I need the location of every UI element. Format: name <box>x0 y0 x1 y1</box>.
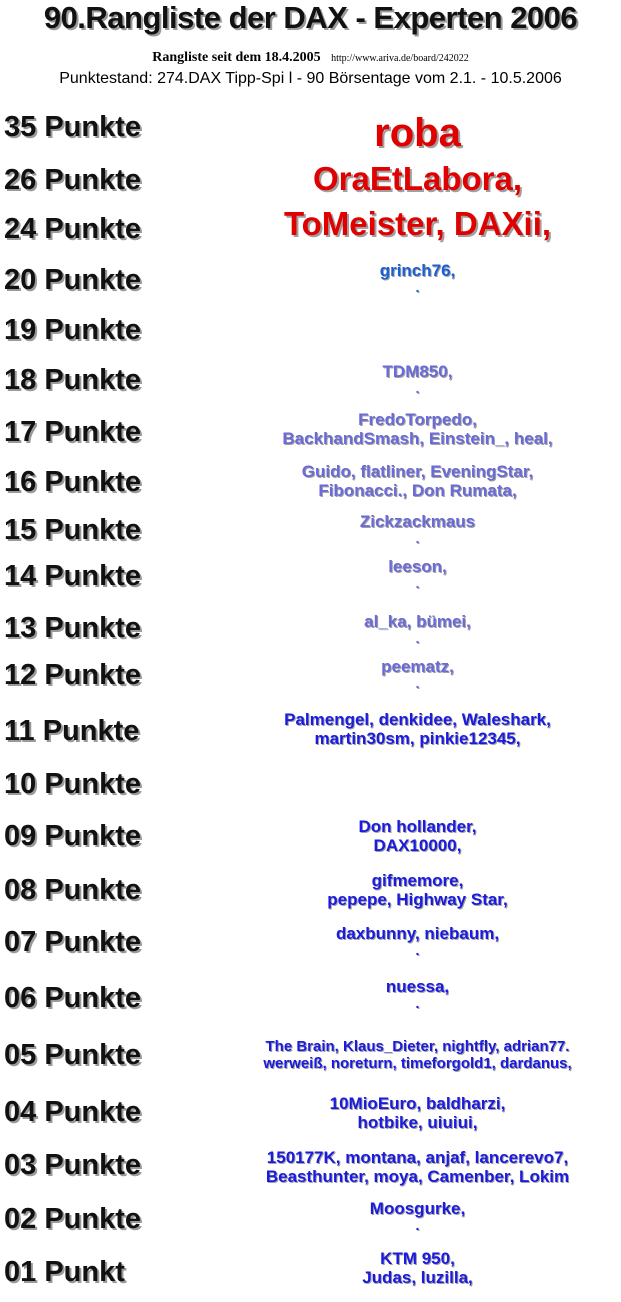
names-line: leeson, <box>388 557 447 576</box>
separator-dot: . <box>415 530 420 547</box>
separator-dot: . <box>415 1217 420 1234</box>
participant-names <box>215 557 620 590</box>
points-label: 16 Punkte <box>4 466 141 498</box>
names-line: Guido, flatliner, EveningStar, <box>301 462 534 481</box>
separator-dot: . <box>415 995 420 1012</box>
points-label: 13 Punkte <box>4 612 141 644</box>
names-line: Don hollander, <box>358 817 477 836</box>
separator-dot: . <box>415 675 420 692</box>
points-label: 05 Punkte <box>4 1039 141 1071</box>
points-label: 01 Punkt <box>4 1256 125 1288</box>
board-url: http://www.ariva.de/board/242022 <box>331 53 469 64</box>
names-line: 10MioEuro, baldharzi, <box>329 1094 506 1113</box>
points-label: 09 Punkte <box>4 820 141 852</box>
participant-names <box>215 410 620 448</box>
participant-names <box>215 462 620 500</box>
points-label: 24 Punkte <box>4 213 141 245</box>
names-line: DAX10000, <box>373 836 462 856</box>
names-line: hotbike, uiuiui, <box>357 1113 478 1133</box>
names-line: 150177K, montana, anjaf, lancerevo7, <box>266 1148 569 1167</box>
participant-names <box>215 977 620 1010</box>
points-label: 26 Punkte <box>4 164 141 196</box>
points-label: 15 Punkte <box>4 514 141 546</box>
names-line: peematz, <box>381 657 454 676</box>
points-label: 08 Punkte <box>4 874 141 906</box>
points-label: 20 Punkte <box>4 264 141 296</box>
names-line: gifmemore, <box>371 871 464 890</box>
participant-names <box>215 1039 620 1073</box>
names-line: Palmengel, denkidee, Waleshark, <box>284 710 551 729</box>
names-line: KTM 950, <box>380 1249 455 1268</box>
participant-names <box>215 924 620 957</box>
subtitle-line <box>0 48 621 66</box>
names-line: Beasthunter, moya, Camenber, Lokim <box>265 1167 570 1187</box>
names-line: roba <box>374 111 461 155</box>
names-line: OraEtLabora, <box>312 160 523 197</box>
names-line: FredoTorpedo, <box>358 410 477 429</box>
points-label: 11 Punkte <box>4 715 140 747</box>
names-line: ToMeister, DAXii, <box>283 205 552 242</box>
participant-names <box>215 261 620 294</box>
participant-names <box>215 207 620 240</box>
participant-names <box>215 710 620 748</box>
separator-dot: . <box>415 630 420 647</box>
points-label: 19 Punkte <box>4 314 141 346</box>
participant-names <box>215 1249 620 1287</box>
names-line: pepepe, Highway Star, <box>327 890 508 910</box>
points-label: 14 Punkte <box>4 560 141 592</box>
page-title: 90.Rangliste der DAX - Experten 2006 <box>43 0 578 35</box>
participant-names <box>215 612 620 645</box>
points-label: 18 Punkte <box>4 364 141 396</box>
points-label: 07 Punkte <box>4 926 141 958</box>
participant-names <box>215 817 620 855</box>
separator-dot: . <box>415 942 420 959</box>
names-line: Moosgurke, <box>369 1199 466 1218</box>
names-line: BackhandSmash, Einstein_, heal, <box>282 429 553 449</box>
points-label: 02 Punkte <box>4 1203 141 1235</box>
names-line: al_ka, bümei, <box>364 612 471 631</box>
names-line: werweiß, noreturn, timeforgold1, dardanus, <box>263 1054 572 1072</box>
points-label: 17 Punkte <box>4 416 141 448</box>
points-label: 35 Punkte <box>4 111 141 143</box>
points-label: 03 Punkte <box>4 1149 141 1181</box>
names-line: Judas, luzilla, <box>362 1268 473 1288</box>
names-line: Fibonacci., Don Rumata, <box>318 481 517 501</box>
since-text: Rangliste seit dem 18.4.2005 <box>152 50 321 65</box>
points-label: 04 Punkte <box>4 1096 141 1128</box>
names-line: daxbunny, niebaum, <box>335 924 500 943</box>
names-line: The Brain, Klaus_Dieter, nightfly, adrian77. <box>265 1038 570 1055</box>
points-label: 12 Punkte <box>4 659 141 691</box>
stand-text: Punktestand: 274.DAX Tipp-Spi l - 90 Börsentage vom 2.1. - 10.5.2006 <box>59 70 562 87</box>
participant-names <box>215 1094 620 1132</box>
names-line: martin30sm, pinkie12345, <box>314 729 521 749</box>
points-label: 06 Punkte <box>4 982 141 1014</box>
participant-names <box>215 512 620 545</box>
separator-dot: . <box>415 575 420 592</box>
participant-names <box>215 1148 620 1186</box>
separator-dot: . <box>415 279 420 296</box>
points-label: 10 Punkte <box>4 768 141 800</box>
participant-names <box>215 362 620 395</box>
names-line: TDM850, <box>382 362 453 381</box>
separator-dot: . <box>415 380 420 397</box>
participant-names <box>215 1199 620 1232</box>
names-line: grinch76, <box>379 261 456 280</box>
names-line: nuessa, <box>385 977 450 996</box>
participant-names <box>215 113 620 153</box>
participant-names <box>215 657 620 690</box>
participant-names <box>215 162 620 195</box>
participant-names <box>215 871 620 909</box>
names-line: Zickzackmaus <box>359 512 476 531</box>
